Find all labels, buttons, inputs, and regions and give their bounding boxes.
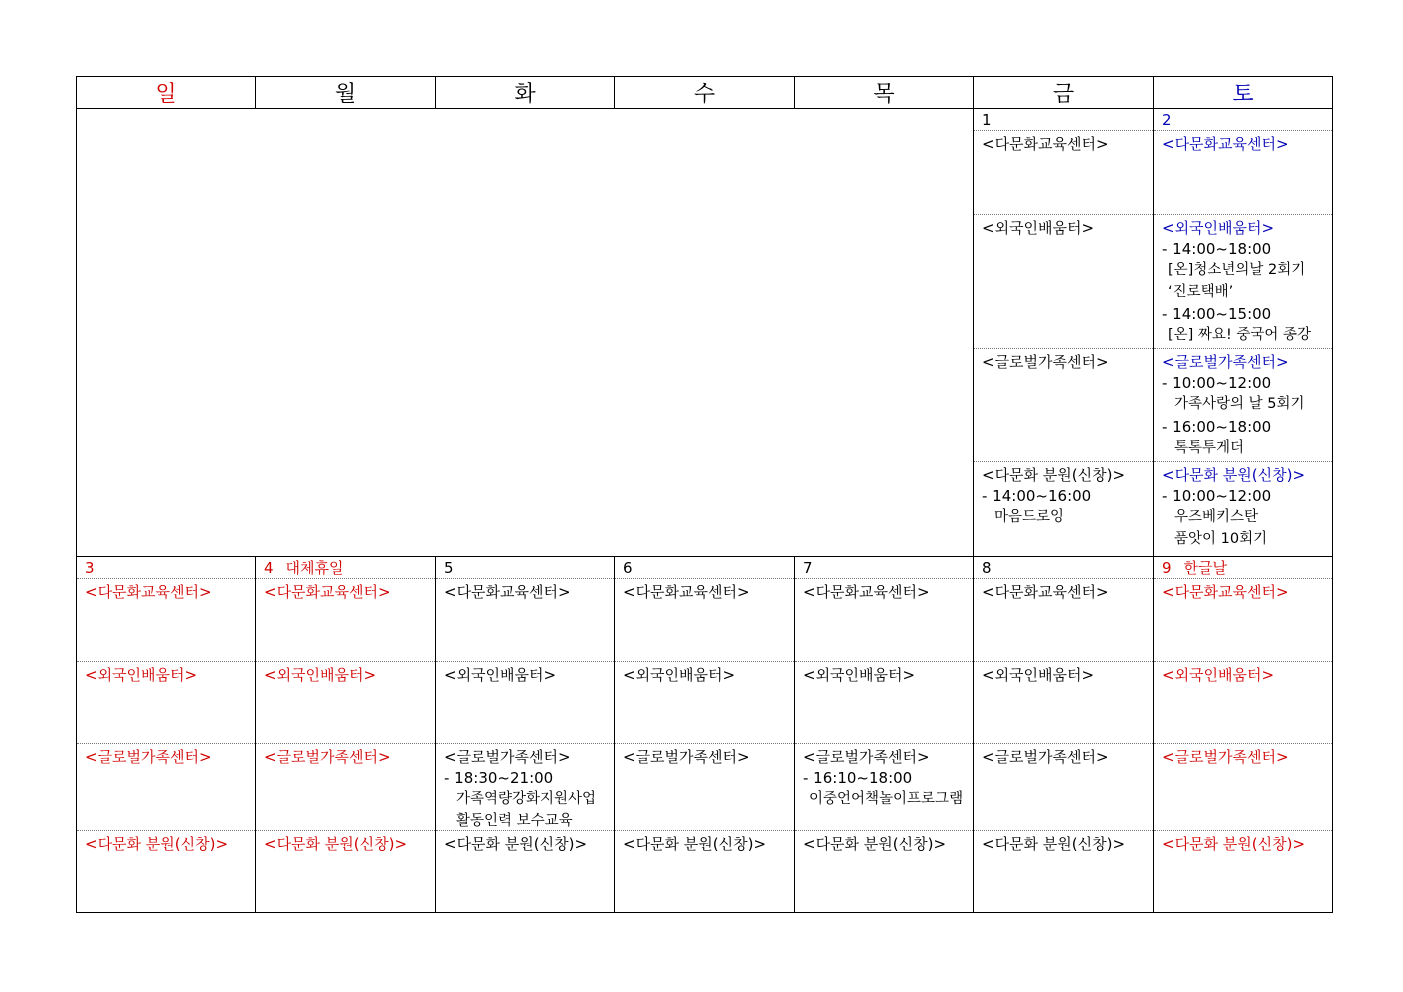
section-title: <다문화교육센터> [1162, 135, 1289, 153]
section-foreigner-school [795, 662, 973, 744]
event-desc: 우즈베키스탄 [1174, 509, 1259, 525]
day-cell-5 [436, 557, 615, 912]
section-branch-sinchang [1154, 462, 1332, 556]
section-title: <다문화교육센터> [982, 135, 1109, 153]
day-cell-1 [974, 109, 1154, 557]
event-time: - 16:00~18:00 [1162, 417, 1272, 436]
section-title: <글로벌가족센터> [85, 748, 212, 766]
event [1162, 238, 1332, 347]
section-global-family-center [436, 744, 614, 831]
section-global-family-center [1154, 744, 1332, 831]
event-time: - 10:00~12:00 [1162, 374, 1272, 392]
section-title: <외국인배움터> [444, 666, 557, 684]
section-title: <다문화교육센터> [623, 583, 750, 601]
event-desc: [온]청소년의날 2회기 [1168, 262, 1306, 278]
event-desc: ‘진로택배’ [1168, 283, 1234, 300]
event [444, 767, 614, 831]
section-title: <다문화교육센터> [85, 583, 212, 601]
section-title: <다문화 분원(신창)> [623, 835, 767, 853]
section-title: <다문화 분원(신창)> [1162, 466, 1306, 484]
day-cell-6 [615, 557, 795, 912]
section-global-family-center [974, 349, 1153, 462]
section-multicultural-center [974, 131, 1153, 215]
header-friday: 금 [974, 77, 1154, 109]
section-title: <다문화교육센터> [803, 583, 930, 601]
section-title: <다문화교육센터> [444, 583, 571, 601]
event-desc: 이중언어책놀이프로그램 [809, 791, 964, 807]
section-title: <다문화교육센터> [1162, 583, 1289, 601]
section-title: <글로벌가족센터> [803, 748, 930, 766]
section-global-family-center [1154, 349, 1332, 462]
day-number [1154, 557, 1332, 579]
day-number: 1 [974, 109, 1153, 131]
event-desc: 가족역량강화지원사업 [456, 791, 597, 807]
day-number: 8 [974, 557, 1153, 579]
holiday-label: 대체휴일 [285, 559, 344, 577]
section-title: <외국인배움터> [803, 666, 916, 684]
day-cell-3 [77, 557, 256, 912]
section-branch-sinchang [974, 462, 1153, 556]
section-branch-sinchang [974, 831, 1153, 912]
section-foreigner-school [436, 662, 614, 744]
day-number: 3 [77, 557, 255, 579]
section-branch-sinchang [256, 831, 435, 912]
section-foreigner-school [77, 662, 255, 744]
day-number-value: 4 [264, 559, 274, 577]
holiday-label: 한글날 [1183, 559, 1228, 577]
header-monday: 월 [256, 77, 436, 109]
event-time: - 14:00~16:00 [982, 487, 1092, 505]
section-foreigner-school [1154, 662, 1332, 744]
section-title: <외국인배움터> [982, 219, 1095, 237]
event-time: - 18:30~21:00 [444, 769, 554, 787]
section-title: <외국인배움터> [85, 666, 198, 684]
section-global-family-center [256, 744, 435, 831]
section-title: <글로벌가족센터> [1162, 748, 1289, 766]
section-multicultural-center [256, 579, 435, 662]
header-tuesday: 화 [436, 77, 615, 109]
section-branch-sinchang [615, 831, 794, 912]
section-multicultural-center [1154, 131, 1332, 215]
event-time: - 14:00~15:00 [1162, 305, 1272, 323]
section-foreigner-school [1154, 215, 1332, 349]
event [803, 767, 973, 811]
day-cell-8 [974, 557, 1154, 912]
event-desc: 품앗이 10회기 [1174, 530, 1268, 547]
section-multicultural-center [615, 579, 794, 662]
section-title: <다문화 분원(신창)> [85, 835, 229, 853]
event-desc: 톡톡투게더 [1174, 439, 1245, 456]
section-multicultural-center [77, 579, 255, 662]
header-sunday: 일 [77, 77, 256, 109]
section-title: <다문화 분원(신창)> [264, 835, 408, 853]
event-desc: 활동인력 보수교육 [456, 812, 573, 829]
day-number [256, 557, 435, 579]
day-number: 6 [615, 557, 794, 579]
event [1162, 485, 1332, 550]
section-title: <글로벌가족센터> [444, 748, 571, 766]
event-time: - 10:00~12:00 [1162, 487, 1272, 505]
section-title: <글로벌가족센터> [264, 748, 391, 766]
section-title: <다문화 분원(신창)> [444, 835, 588, 853]
section-title: <다문화교육센터> [982, 583, 1109, 601]
day-cell-2 [1154, 109, 1332, 557]
section-branch-sinchang [436, 831, 614, 912]
section-foreigner-school [256, 662, 435, 744]
section-foreigner-school [974, 662, 1153, 744]
calendar-table [76, 76, 1333, 913]
section-multicultural-center [1154, 579, 1332, 662]
event [1162, 372, 1332, 459]
section-title: <다문화교육센터> [264, 583, 391, 601]
section-title: <글로벌가족센터> [982, 353, 1109, 371]
section-title: <외국인배움터> [982, 666, 1095, 684]
section-title: <글로벌가족센터> [982, 748, 1109, 766]
section-title: <다문화 분원(신창)> [982, 466, 1126, 484]
header-wednesday: 수 [615, 77, 795, 109]
header-saturday: 토 [1154, 77, 1332, 109]
section-branch-sinchang [1154, 831, 1332, 912]
section-title: <글로벌가족센터> [1162, 353, 1289, 371]
event-time: - 16:10~18:00 [803, 769, 913, 787]
event-desc: 가족사랑의 날 5회기 [1174, 396, 1305, 412]
section-global-family-center [795, 744, 973, 831]
day-cell-7 [795, 557, 974, 912]
section-title: <다문화 분원(신창)> [803, 835, 947, 853]
day-number: 7 [795, 557, 973, 579]
day-number: 2 [1154, 109, 1332, 131]
event-time: - 14:00~18:00 [1162, 240, 1272, 258]
section-global-family-center [77, 744, 255, 831]
section-branch-sinchang [795, 831, 973, 912]
section-title: <외국인배움터> [623, 666, 736, 684]
day-number-value: 9 [1162, 559, 1172, 577]
section-multicultural-center [974, 579, 1153, 662]
section-branch-sinchang [77, 831, 255, 912]
section-title: <외국인배움터> [264, 666, 377, 684]
section-multicultural-center [436, 579, 614, 662]
day-number: 5 [436, 557, 614, 579]
section-global-family-center [615, 744, 794, 831]
section-title: <다문화 분원(신창)> [982, 835, 1126, 853]
empty-days-area [77, 109, 974, 557]
section-title: <외국인배움터> [1162, 666, 1275, 684]
day-cell-4 [256, 557, 436, 912]
section-foreigner-school [974, 215, 1153, 349]
section-title: <글로벌가족센터> [623, 748, 750, 766]
section-foreigner-school [615, 662, 794, 744]
header-thursday: 목 [795, 77, 974, 109]
section-global-family-center [974, 744, 1153, 831]
section-title: <외국인배움터> [1162, 219, 1275, 237]
event [982, 485, 1153, 529]
section-multicultural-center [795, 579, 973, 662]
day-cell-9 [1154, 557, 1332, 912]
section-title: <다문화 분원(신창)> [1162, 835, 1306, 853]
event-desc: 마음드로잉 [994, 509, 1065, 525]
event-desc: [온] 짜요! 중국어 종강 [1168, 327, 1312, 343]
